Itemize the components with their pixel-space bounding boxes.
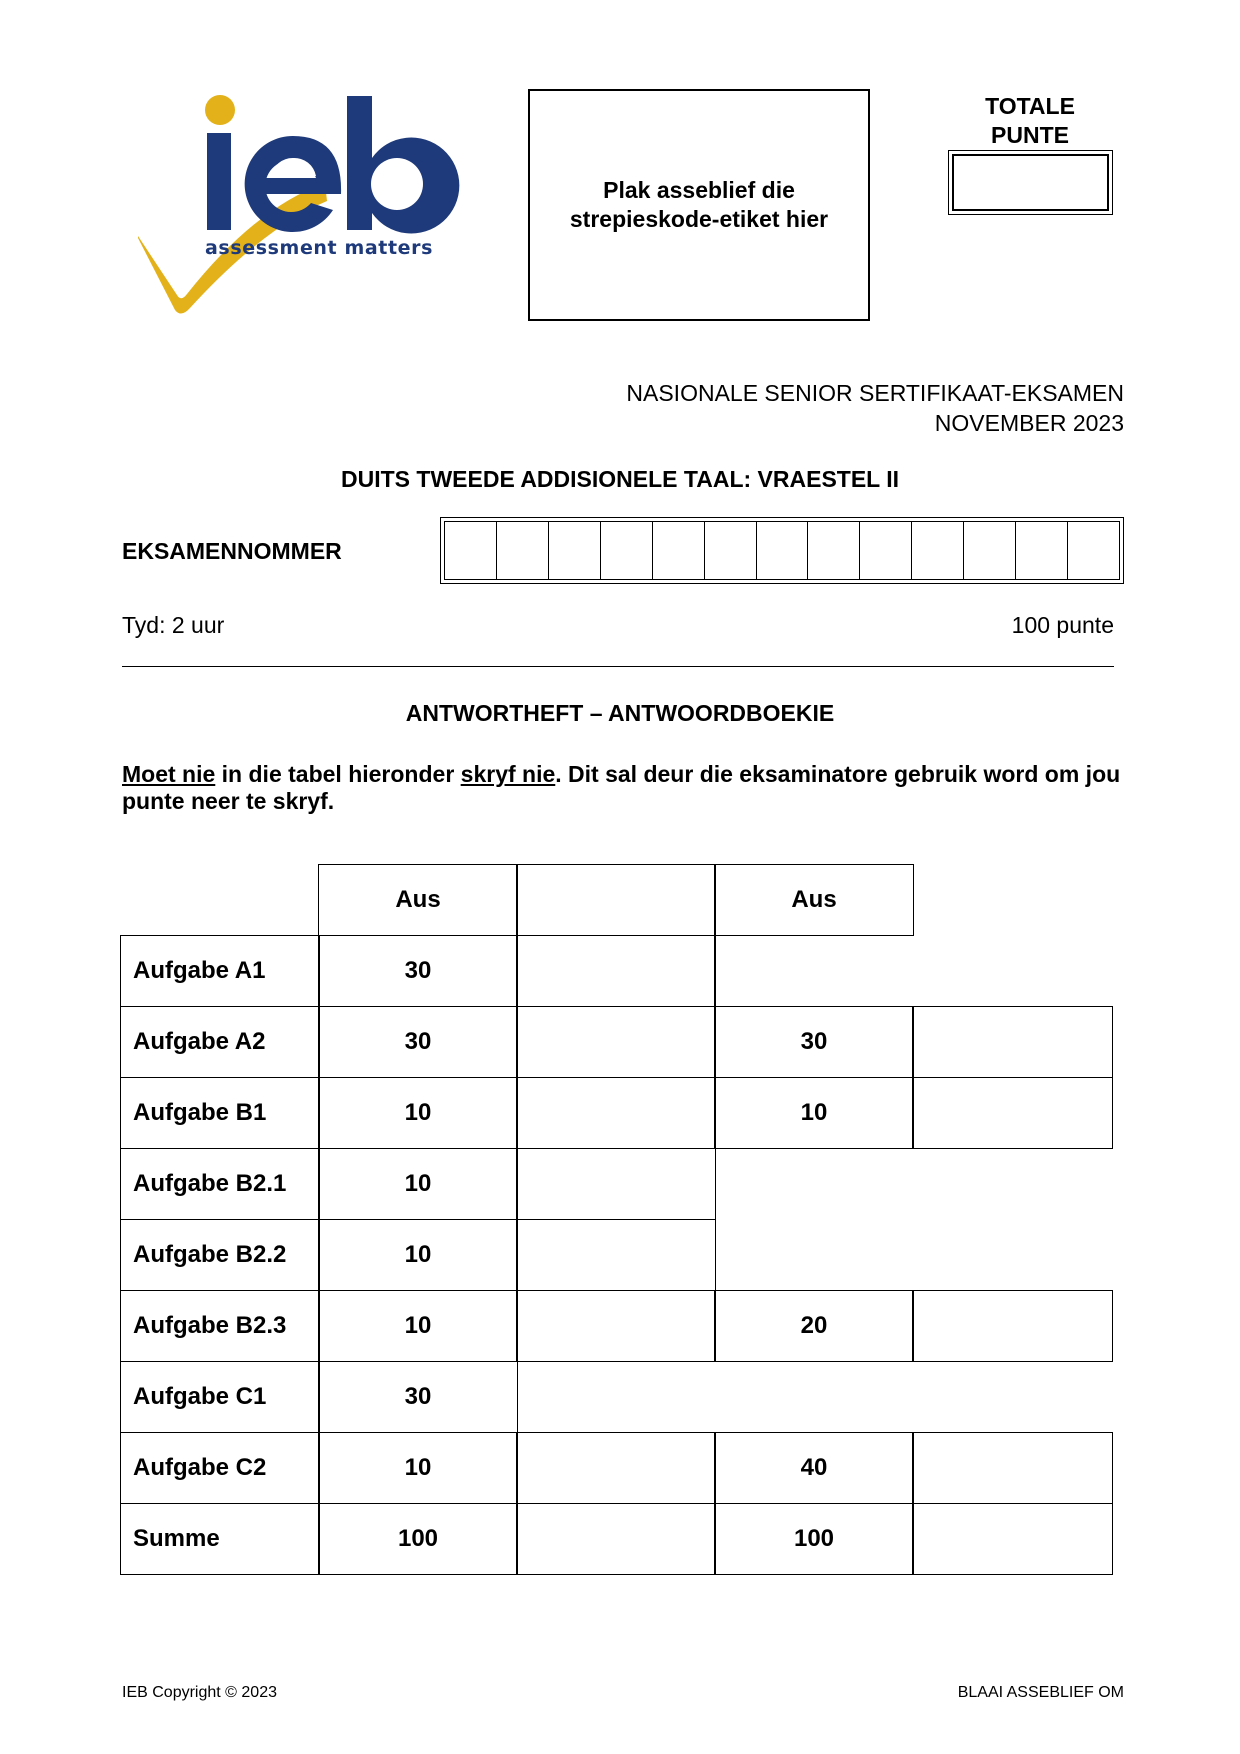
sum-subtotal-score-cell[interactable] (912, 1503, 1113, 1575)
paper-title: DUITS TWEEDE ADDISIONELE TAAL: VRAESTEL II (341, 466, 899, 492)
exam-date: NOVEMBER 2023 (934, 410, 1124, 436)
exam-number-digit-cell[interactable] (912, 522, 964, 579)
barcode-label-box (528, 89, 870, 321)
turn-over-note: BLAAI ASSEBLIEF OM (957, 1684, 1124, 1701)
row-aus: 30 (318, 1361, 518, 1433)
total-label-line1: TOTALE (985, 93, 1075, 119)
exam-number-digit-cell[interactable] (808, 522, 860, 579)
sum-label: Summe (120, 1503, 320, 1575)
aus-header-left: Aus (318, 864, 518, 936)
logo-tagline: assessment matters (205, 237, 434, 259)
exam-number-digit-cell[interactable] (445, 522, 497, 579)
total-marks-label (940, 92, 1120, 150)
subtotal-aus: 10 (714, 1077, 914, 1149)
total-marks-box[interactable] (948, 150, 1113, 215)
exam-number-digit-cell[interactable] (1016, 522, 1068, 579)
row-score-cell[interactable] (516, 1148, 716, 1220)
exam-number-digit-cell[interactable] (1068, 522, 1119, 579)
exam-number-digit-cell[interactable] (653, 522, 705, 579)
time-allowed: Tyd: 2 uur (122, 612, 225, 638)
row-score-cell[interactable] (516, 1006, 716, 1078)
row-label: Aufgabe B2.1 (120, 1148, 320, 1220)
subtotal-aus: 20 (714, 1290, 914, 1362)
row-label: Aufgabe A2 (120, 1006, 320, 1078)
logo-e (245, 136, 341, 232)
row-score-cell[interactable] (516, 1290, 716, 1362)
sum-score-cell[interactable] (516, 1503, 716, 1575)
logo-b (347, 96, 459, 234)
row-aus: 30 (318, 1006, 518, 1078)
row-aus: 30 (318, 935, 518, 1007)
row-label: Aufgabe B2.3 (120, 1290, 320, 1362)
row-score-cell[interactable] (516, 935, 716, 1007)
barcode-text-line2: strepieskode-etiket hier (569, 206, 829, 232)
sum-aus: 100 (318, 1503, 518, 1575)
total-label-line2: PUNTE (991, 122, 1069, 148)
exam-name (626, 378, 1124, 438)
row-score-cell[interactable] (516, 1432, 716, 1504)
row-aus: 10 (318, 1077, 518, 1149)
ieb-logo (135, 88, 485, 318)
exam-number-digit-cell[interactable] (757, 522, 809, 579)
instruction-emphasis-1: Moet nie (122, 761, 216, 787)
row-label: Aufgabe A1 (120, 935, 320, 1007)
row-score-cell[interactable] (516, 1077, 716, 1149)
logo-dot (205, 95, 235, 125)
exam-number-digit-cell[interactable] (549, 522, 601, 579)
exam-number-digit-cell[interactable] (601, 522, 653, 579)
exam-number-digit-cell[interactable] (860, 522, 912, 579)
subtotal-score-cell[interactable] (912, 1432, 1113, 1504)
subtotal-score-cell[interactable] (912, 1006, 1113, 1078)
instruction-text-2: in die tabel hieronder (215, 761, 461, 787)
exam-number-digit-cell[interactable] (964, 522, 1016, 579)
aus-header-right: Aus (714, 864, 914, 936)
instruction-emphasis-2: skryf nie (460, 761, 556, 787)
row-score-cell[interactable] (516, 1219, 716, 1291)
blank-cell (714, 935, 914, 1007)
subtotal-score-cell[interactable] (912, 1290, 1113, 1362)
row-label: Aufgabe C2 (120, 1432, 320, 1504)
sum-subtotal-aus: 100 (714, 1503, 914, 1575)
row-aus: 10 (318, 1219, 518, 1291)
exam-name-line1: NASIONALE SENIOR SERTIFIKAAT-EKSAMEN (626, 380, 1124, 406)
score-header-left (516, 864, 716, 936)
row-aus: 10 (318, 1148, 518, 1220)
total-marks: 100 punte (1011, 612, 1114, 638)
subtotal-score-cell[interactable] (912, 1077, 1113, 1149)
instruction-text-4: . Dit sal deur die eksaminatore gebruik word om jou punte neer te skryf. (122, 761, 1121, 814)
subtotal-aus: 40 (714, 1432, 914, 1504)
row-label: Aufgabe C1 (120, 1361, 320, 1433)
row-aus: 10 (318, 1290, 518, 1362)
exam-number-digit-cell[interactable] (705, 522, 757, 579)
row-label: Aufgabe B1 (120, 1077, 320, 1149)
divider (122, 666, 1114, 667)
exam-number-grid[interactable] (440, 517, 1124, 584)
subtotal-aus: 30 (714, 1006, 914, 1078)
row-aus: 10 (318, 1432, 518, 1504)
logo-i (207, 133, 231, 230)
barcode-text-line1: Plak asseblief die (603, 177, 795, 203)
exam-number-label: EKSAMENNOMMER (122, 538, 342, 564)
instruction-text (122, 761, 1124, 815)
row-label: Aufgabe B2.2 (120, 1219, 320, 1291)
exam-number-digit-cell[interactable] (497, 522, 549, 579)
booklet-title: ANTWORTHEFT – ANTWOORDBOEKIE (405, 700, 835, 726)
copyright: IEB Copyright © 2023 (122, 1684, 277, 1701)
